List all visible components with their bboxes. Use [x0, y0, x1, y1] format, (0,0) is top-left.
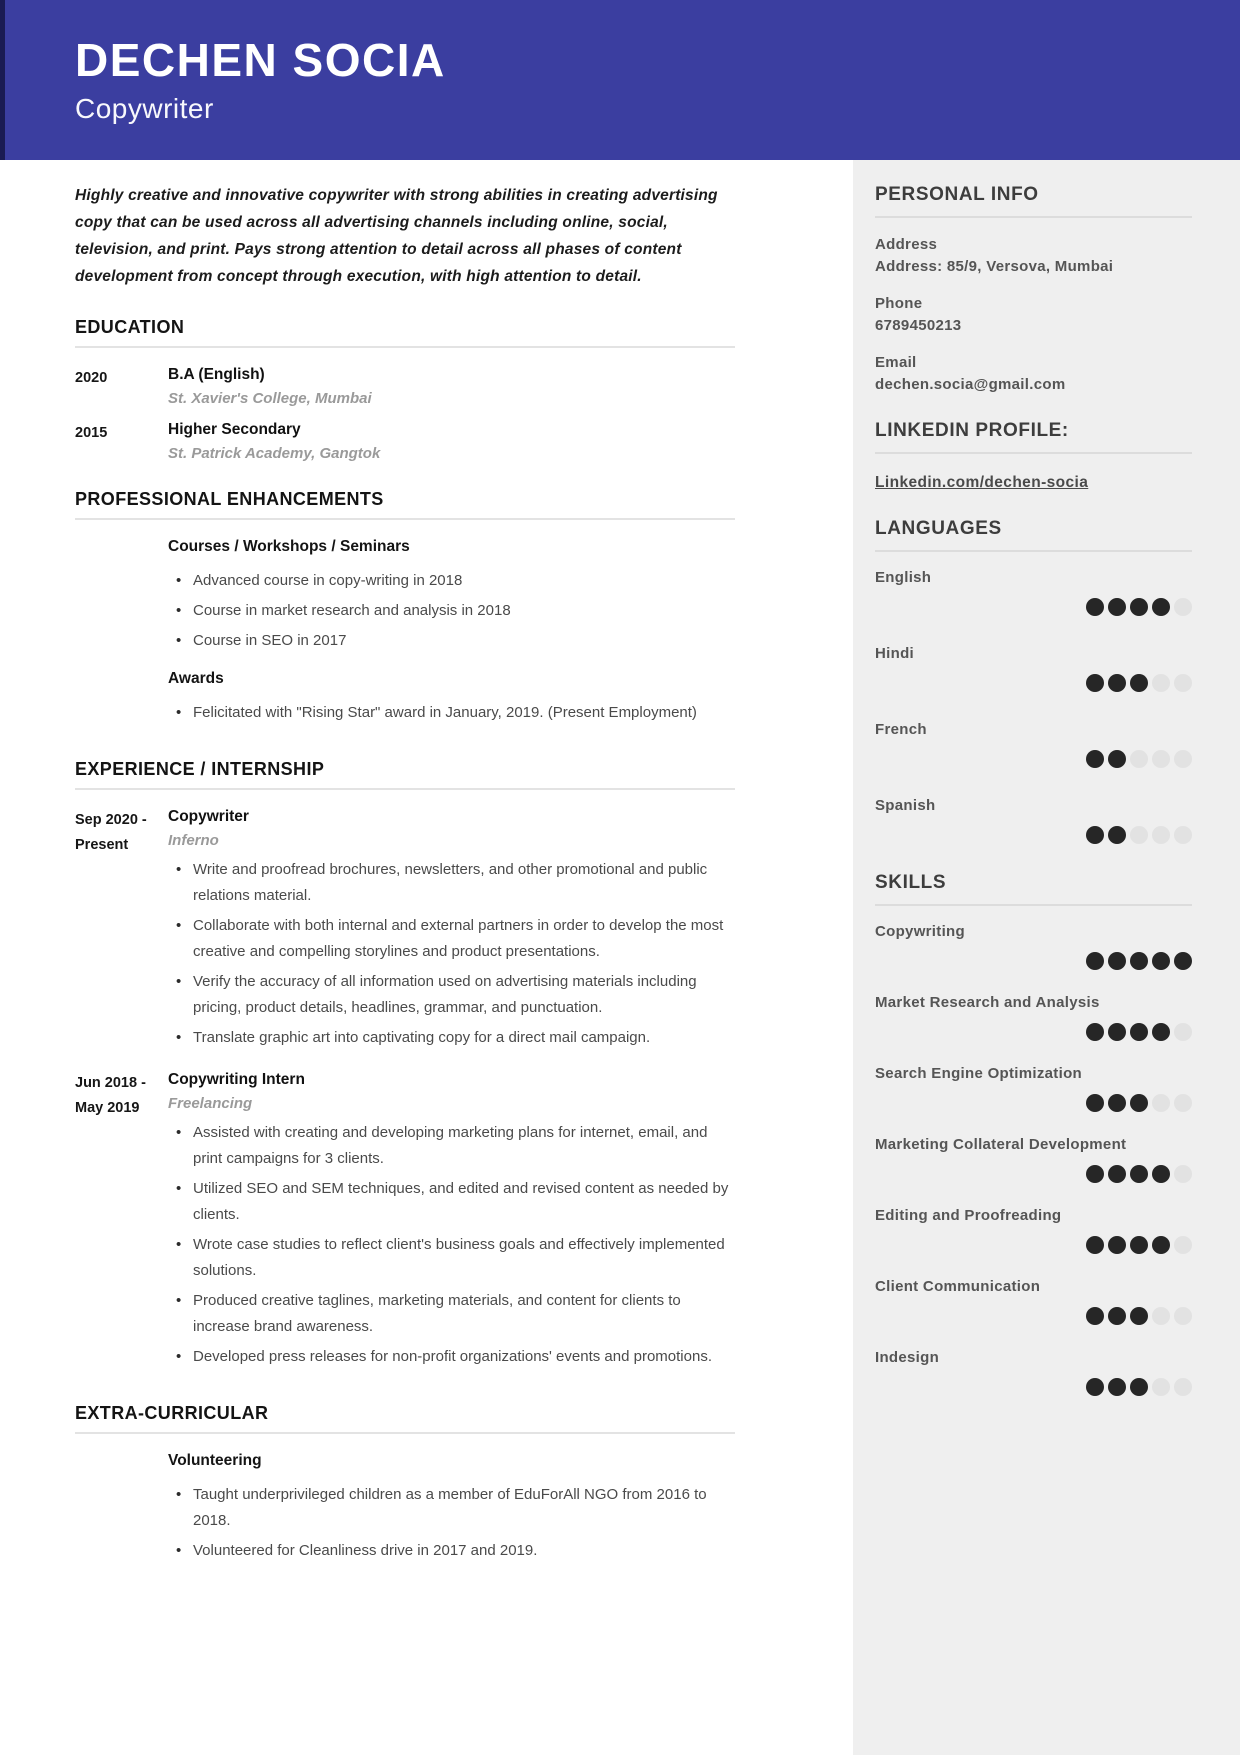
- rating-dots: [875, 826, 1192, 844]
- dot-empty: [1174, 1023, 1192, 1041]
- job-company: Inferno: [168, 832, 219, 849]
- bullet-item: • Advanced course in copy-writing in 2018: [168, 568, 735, 594]
- bullet-item: • Course in market research and analysis in 2018: [168, 598, 735, 624]
- skill-item: [875, 922, 1192, 970]
- dot-filled: [1086, 1094, 1104, 1112]
- dot-filled: [1108, 598, 1126, 616]
- field-value: dechen.socia@gmail.com: [875, 376, 1066, 393]
- rating-dots: [875, 1378, 1192, 1396]
- dot-filled: [1152, 1236, 1170, 1254]
- rating-dots: [875, 1165, 1192, 1183]
- bullet-item: • Assisted with creating and developing marketing plans for internet, email, and print campaigns for 3 clients.: [168, 1120, 735, 1172]
- dot-filled: [1108, 1023, 1126, 1041]
- languages-block: [875, 518, 1192, 844]
- contact-field-email: [875, 352, 1192, 396]
- education-degree: Higher Secondary: [168, 421, 301, 438]
- rating-dots: [875, 598, 1192, 616]
- dot-filled: [1130, 674, 1148, 692]
- dot-empty: [1174, 1236, 1192, 1254]
- job-dates: [75, 1071, 168, 1376]
- skills-block: [875, 872, 1192, 1396]
- dot-empty: [1174, 674, 1192, 692]
- dot-filled: [1108, 1094, 1126, 1112]
- language-item: [875, 644, 1192, 692]
- dot-empty: [1152, 1307, 1170, 1325]
- dot-filled: [1130, 952, 1148, 970]
- subsection-title: Volunteering: [168, 1452, 262, 1469]
- education-year: 2015: [75, 425, 108, 441]
- bullet-item: • Verify the accuracy of all information used on advertising materials including pricing, product details, headlines, grammar, and punctuation.: [168, 969, 735, 1021]
- summary-paragraph: Highly creative and innovative copywriter with strong abilities in creating advertising copy that can be used across all advertising channels including online, social, television, and print. Pays strong attention to detail across all phases of content development from concept through execution, with high attention to detail.: [75, 187, 718, 285]
- field-label: Address: [875, 236, 938, 253]
- dot-filled: [1130, 1023, 1148, 1041]
- subsection-volunteering: [75, 1452, 735, 1570]
- education-entry: [75, 366, 735, 407]
- dot-filled: [1130, 1165, 1148, 1183]
- dot-empty: [1152, 1094, 1170, 1112]
- subsection-title: Awards: [168, 670, 224, 687]
- dot-filled: [1130, 1307, 1148, 1325]
- subsection-body: [168, 1452, 735, 1570]
- dot-filled: [1108, 826, 1126, 844]
- skill-item: [875, 1135, 1192, 1183]
- experience-heading: EXPERIENCE / INTERNSHIP: [75, 759, 735, 790]
- dot-empty: [1152, 1378, 1170, 1396]
- education-degree: B.A (English): [168, 366, 265, 383]
- dot-filled: [1130, 1378, 1148, 1396]
- linkedin-block: [875, 420, 1192, 518]
- skill-item: [875, 1348, 1192, 1396]
- bullet-item: • Course in SEO in 2017: [168, 628, 735, 654]
- language-name: Spanish: [875, 797, 936, 814]
- rating-dots: [875, 1023, 1192, 1041]
- field-label: Email: [875, 354, 917, 371]
- dot-empty: [1174, 1378, 1192, 1396]
- dot-filled: [1174, 952, 1192, 970]
- section-extra-curricular: [75, 1403, 735, 1570]
- field-label: Phone: [875, 295, 923, 312]
- subsection-title: Courses / Workshops / Seminars: [168, 538, 410, 555]
- extra-curricular-heading: EXTRA-CURRICULAR: [75, 1403, 735, 1434]
- bullet-item: • Developed press releases for non-profit organizations' events and promotions.: [168, 1344, 735, 1370]
- dot-filled: [1086, 1165, 1104, 1183]
- dot-filled: [1108, 750, 1126, 768]
- personal-info-heading: PERSONAL INFO: [875, 184, 1192, 218]
- dot-filled: [1152, 598, 1170, 616]
- main-column: [0, 160, 853, 1755]
- dot-empty: [1174, 1094, 1192, 1112]
- language-name: English: [875, 569, 932, 586]
- bullet-list: [168, 1482, 735, 1564]
- skill-item: [875, 1277, 1192, 1325]
- rating-dots: [875, 952, 1192, 970]
- professional-enhancements-heading: PROFESSIONAL ENHANCEMENTS: [75, 489, 735, 520]
- bullet-item: • Translate graphic art into captivating copy for a direct mail campaign.: [168, 1025, 735, 1051]
- dot-empty: [1152, 750, 1170, 768]
- dot-filled: [1152, 1165, 1170, 1183]
- education-entry: [75, 421, 735, 462]
- sidebar-column: [853, 160, 1240, 1755]
- subsection-body: [168, 538, 735, 732]
- dot-filled: [1108, 674, 1126, 692]
- job-title: Copywriter: [168, 808, 249, 825]
- bullet-list: [168, 857, 735, 1051]
- job-company: Freelancing: [168, 1095, 253, 1112]
- skill-name: Search Engine Optimization: [875, 1065, 1082, 1082]
- language-name: Hindi: [875, 645, 914, 662]
- dot-filled: [1086, 952, 1104, 970]
- education-entry-body: [168, 366, 735, 407]
- bullet-item: • Volunteered for Cleanliness drive in 2017 and 2019.: [168, 1538, 735, 1564]
- experience-job: [75, 1071, 735, 1376]
- dot-filled: [1086, 1307, 1104, 1325]
- skill-name: Client Communication: [875, 1278, 1041, 1295]
- dot-filled: [1086, 750, 1104, 768]
- job-date-end: May 2019: [75, 1100, 140, 1116]
- education-entry-body: [168, 421, 735, 462]
- rating-dots: [875, 674, 1192, 692]
- linkedin-profile-link[interactable]: Linkedin.com/dechen-socia: [875, 474, 1089, 491]
- dot-filled: [1130, 1236, 1148, 1254]
- dot-filled: [1108, 952, 1126, 970]
- section-education: [75, 317, 735, 462]
- person-name: DECHEN SOCIA: [75, 33, 446, 86]
- contact-field-phone: [875, 293, 1192, 337]
- dot-filled: [1108, 1165, 1126, 1183]
- dot-filled: [1108, 1378, 1126, 1396]
- education-heading: EDUCATION: [75, 317, 735, 348]
- skill-name: Indesign: [875, 1349, 940, 1366]
- rating-dots: [875, 1307, 1192, 1325]
- education-school: St. Xavier's College, Mumbai: [168, 390, 372, 407]
- skill-name: Copywriting: [875, 923, 965, 940]
- dot-filled: [1130, 598, 1148, 616]
- bullet-item: • Produced creative taglines, marketing materials, and content for clients to increase brand awareness.: [168, 1288, 735, 1340]
- dot-empty: [1130, 750, 1148, 768]
- dot-empty: [1130, 826, 1148, 844]
- personal-info-block: [875, 184, 1192, 396]
- contact-field-address: [875, 234, 1192, 278]
- bullet-item: • Write and proofread brochures, newsletters, and other promotional and public relations material.: [168, 857, 735, 909]
- language-item: [875, 720, 1192, 768]
- language-item: [875, 568, 1192, 616]
- job-dates: [75, 808, 168, 1057]
- field-value: 6789450213: [875, 317, 962, 334]
- dot-filled: [1108, 1307, 1126, 1325]
- empty-date-col: [75, 538, 168, 732]
- section-experience: [75, 759, 735, 1376]
- job-date-start: Jun 2018 -: [75, 1075, 146, 1091]
- dot-empty: [1174, 750, 1192, 768]
- field-value: Address: 85/9, Versova, Mumbai: [875, 258, 1114, 275]
- rating-dots: [875, 1236, 1192, 1254]
- dot-filled: [1086, 1236, 1104, 1254]
- empty-date-col: [75, 1452, 168, 1570]
- bullet-item: • Wrote case studies to reflect client's business goals and effectively implemented solutions.: [168, 1232, 735, 1284]
- dot-filled: [1152, 952, 1170, 970]
- resume-header: [0, 0, 1240, 160]
- skill-name: Editing and Proofreading: [875, 1207, 1062, 1224]
- rating-dots: [875, 750, 1192, 768]
- job-title: Copywriting Intern: [168, 1071, 305, 1088]
- dot-empty: [1174, 1165, 1192, 1183]
- skills-heading: SKILLS: [875, 872, 1192, 906]
- job-date-start: Sep 2020 -: [75, 812, 147, 828]
- section-professional-enhancements: [75, 489, 735, 732]
- dot-empty: [1152, 674, 1170, 692]
- bullet-item: • Taught underprivileged children as a member of EduForAll NGO from 2016 to 2018.: [168, 1482, 735, 1534]
- skill-name: Marketing Collateral Development: [875, 1136, 1127, 1153]
- dot-empty: [1152, 826, 1170, 844]
- skill-item: [875, 1206, 1192, 1254]
- language-item: [875, 796, 1192, 844]
- dot-filled: [1086, 1023, 1104, 1041]
- experience-job: [75, 808, 735, 1057]
- education-school: St. Patrick Academy, Gangtok: [168, 445, 381, 462]
- rating-dots: [875, 1094, 1192, 1112]
- dot-filled: [1152, 1023, 1170, 1041]
- bullet-item: • Utilized SEO and SEM techniques, and edited and revised content as needed by clients.: [168, 1176, 735, 1228]
- job-body: [168, 1071, 735, 1376]
- dot-filled: [1086, 826, 1104, 844]
- dot-filled: [1086, 598, 1104, 616]
- skill-item: [875, 993, 1192, 1041]
- language-name: French: [875, 721, 927, 738]
- bullet-item: • Collaborate with both internal and external partners in order to develop the most creative and compelling storylines and product presentations.: [168, 913, 735, 965]
- job-date-end: Present: [75, 837, 129, 853]
- bullet-list: [168, 568, 735, 654]
- job-body: [168, 808, 735, 1057]
- dot-empty: [1174, 826, 1192, 844]
- dot-filled: [1086, 1378, 1104, 1396]
- languages-heading: LANGUAGES: [875, 518, 1192, 552]
- dot-empty: [1174, 1307, 1192, 1325]
- skill-name: Market Research and Analysis: [875, 994, 1100, 1011]
- person-job-title: Copywriter: [75, 93, 214, 125]
- bullet-list: [168, 700, 735, 726]
- dot-empty: [1174, 598, 1192, 616]
- bullet-item: • Felicitated with "Rising Star" award in January, 2019. (Present Employment): [168, 700, 735, 726]
- dot-filled: [1130, 1094, 1148, 1112]
- skill-item: [875, 1064, 1192, 1112]
- linkedin-heading: LINKEDIN PROFILE:: [875, 420, 1192, 454]
- bullet-list: [168, 1120, 735, 1370]
- subsection-courses: [75, 538, 735, 732]
- dot-filled: [1086, 674, 1104, 692]
- dot-filled: [1108, 1236, 1126, 1254]
- education-year: 2020: [75, 370, 108, 386]
